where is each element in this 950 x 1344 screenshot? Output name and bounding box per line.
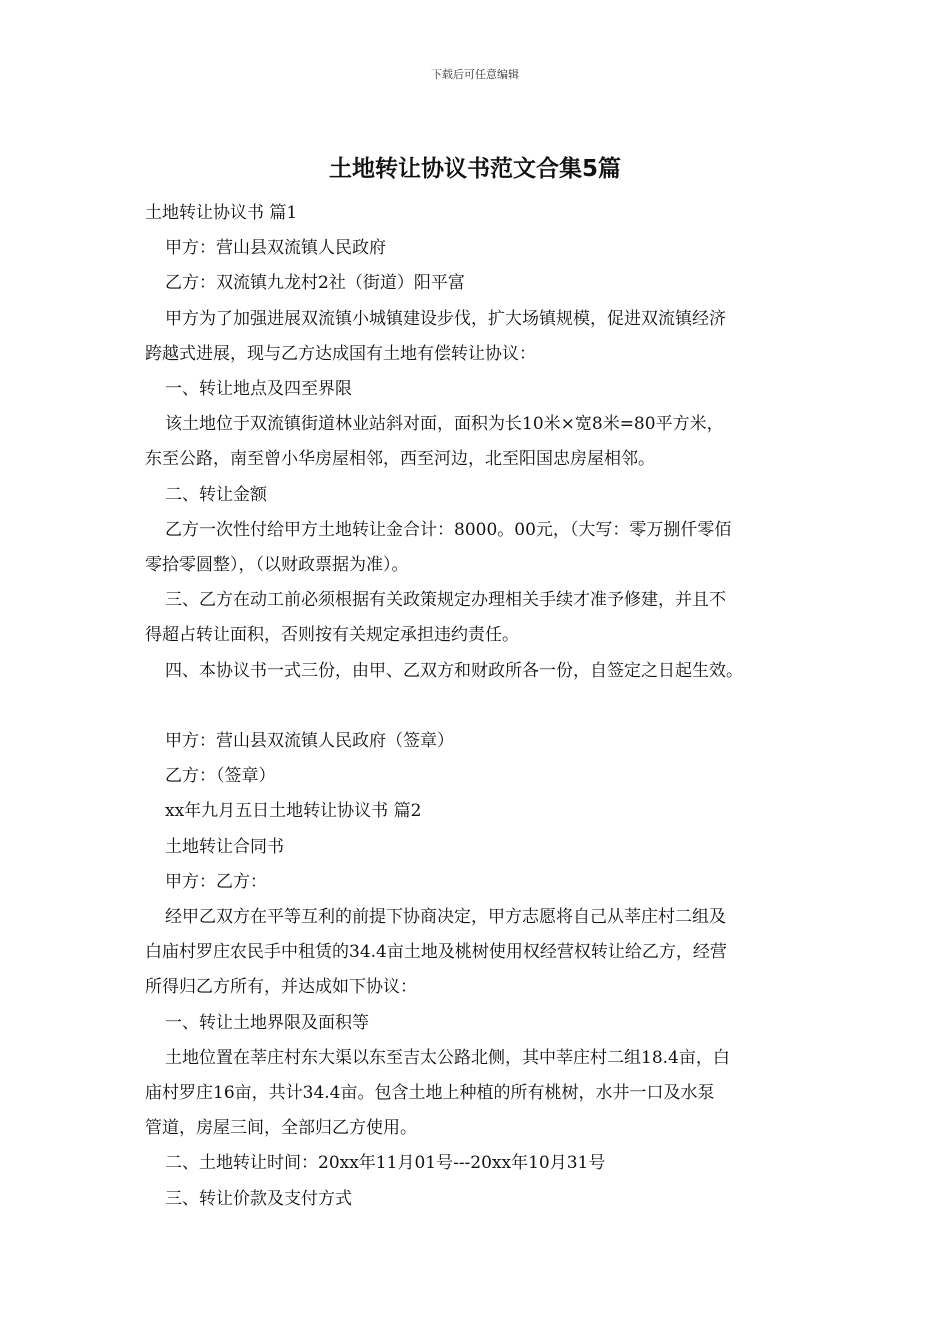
paragraph-line: 甲方：营山县双流镇人民政府: [165, 238, 386, 259]
paragraph-line: 土地位置在莘庄村东大渠以东至吉太公路北侧，其中莘庄村二组18.4亩，白: [165, 1047, 730, 1068]
paragraph-line: 所得归乙方所有，并达成如下协议：: [145, 977, 417, 998]
paragraph-line: 乙方：（签章）: [165, 766, 276, 787]
paragraph-line: 乙方一次性付给甲方土地转让金合计：8000。00元，（大写：零万捌仟零佰: [165, 519, 732, 540]
paragraph-line: 零拾零圆整），（以财政票据为准）。: [145, 555, 409, 576]
paragraph-line: 甲方：营山县双流镇人民政府（签章）: [165, 731, 454, 752]
paragraph-line: 甲方：乙方：: [165, 871, 267, 892]
paragraph-line: 土地转让合同书: [165, 836, 284, 857]
paragraph-line: 甲方为了加强进展双流镇小城镇建设步伐，扩大场镇规模，促进双流镇经济: [165, 308, 726, 329]
blank-line: [145, 689, 825, 724]
header-note: 下载后可任意编辑: [431, 68, 519, 81]
paragraph-line: 土地转让协议书 篇1: [145, 203, 298, 223]
document-body: [145, 196, 825, 1217]
paragraph-line: 庙村罗庄16亩，共计34.4亩。包含土地上种植的所有桃树，水井一口及水泵: [145, 1083, 715, 1104]
paragraph-line: 乙方：双流镇九龙村2社（街道）阳平富: [165, 273, 465, 294]
paragraph-line: 二、转让金额: [165, 484, 267, 505]
paragraph-line: 该土地位于双流镇街道林业站斜对面，面积为长10米×宽8米=80平方米，: [165, 414, 724, 435]
paragraph-line: 三、乙方在动工前必须根据有关政策规定办理相关手续才准予修建，并且不: [165, 590, 726, 611]
paragraph-line: 一、转让地点及四至界限: [165, 379, 352, 400]
paragraph-line: 得超占转让面积，否则按有关规定承担违约责任。: [145, 625, 519, 646]
paragraph-line: 跨越式进展，现与乙方达成国有土地有偿转让协议：: [145, 343, 536, 364]
document-title: 土地转让协议书范文合集5篇: [328, 156, 621, 182]
paragraph-line: 一、转让土地界限及面积等: [165, 1012, 369, 1033]
paragraph-line: 三、转让价款及支付方式: [165, 1188, 352, 1209]
paragraph-line: xx年九月五日土地转让协议书 篇2: [165, 801, 422, 822]
paragraph-line: 东至公路，南至曾小华房屋相邻，西至河边，北至阳国忠房屋相邻。: [145, 449, 655, 470]
paragraph-line: 经甲乙双方在平等互利的前提下协商决定，甲方志愿将自己从莘庄村二组及: [165, 907, 726, 928]
paragraph-line: 白庙村罗庄农民手中租赁的34.4亩土地及桃树使用权经营权转让给乙方，经营: [145, 942, 727, 963]
paragraph-line: 二、土地转让时间：20xx年11月01号---20xx年10月31号: [165, 1153, 606, 1174]
paragraph-line: 四、本协议书一式三份，由甲、乙双方和财政所各一份，自签定之日起生效。: [165, 660, 743, 681]
paragraph-line: 管道，房屋三间，全部归乙方使用。: [145, 1118, 417, 1139]
